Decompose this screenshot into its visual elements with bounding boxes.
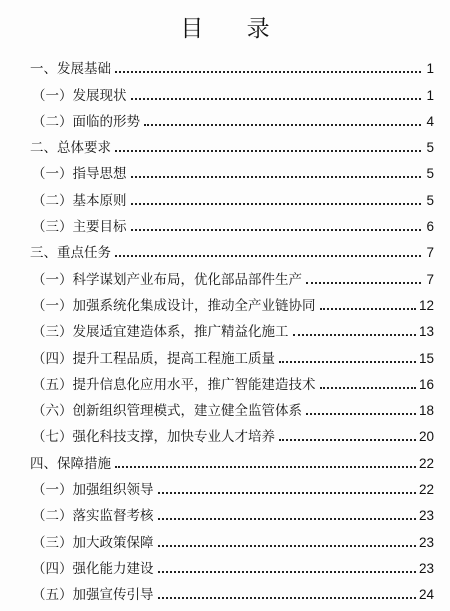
toc-page-number: 5 [426,192,434,208]
toc-dot-leader [320,387,416,389]
toc-entry-label: 四、保障措施 [30,455,111,472]
toc-entry-label: （二）基本原则 [32,192,127,209]
toc-page-number: 24 [418,587,434,603]
toc-subsection-entry[interactable] [30,289,434,315]
toc-page-number: 16 [418,376,434,392]
toc-page-number: 5 [426,166,434,182]
toc-entry-label: （一）指导思想 [32,166,127,183]
toc-subsection-entry[interactable] [30,552,434,578]
toc-dot-leader [158,545,416,547]
toc-entry-label: （四）提升工程品质，提高工程施工质量 [32,350,275,367]
toc-section-entry[interactable] [30,446,434,472]
toc-subsection-entry[interactable] [30,525,434,551]
toc-dot-leader [279,439,416,441]
toc-dot-leader [293,334,416,336]
toc-subsection-entry[interactable] [30,341,434,367]
toc-dot-leader [158,571,416,573]
toc-dot-leader [306,282,421,284]
toc-dot-leader [158,518,416,520]
toc-dot-leader [158,597,416,599]
toc-entry-label: （六）创新组织管理模式，建立健全监管体系 [32,403,302,420]
toc-page-number: 7 [426,271,434,287]
toc-dot-leader [115,255,421,257]
toc-dot-leader [131,176,422,178]
toc-dot-leader [306,413,416,415]
toc-page-number: 13 [418,324,434,340]
toc-subsection-entry[interactable] [30,473,434,499]
toc-page-number: 18 [418,403,434,419]
toc-subsection-entry[interactable] [30,183,434,209]
toc-page-number: 22 [418,482,434,498]
toc-section-entry[interactable] [30,52,434,78]
toc-page-number: 4 [426,113,434,129]
toc-subsection-entry[interactable] [30,262,434,288]
toc-page-number: 1 [426,61,434,77]
toc-dot-leader [131,98,422,100]
toc-entry-label: （二）落实监督考核 [32,508,154,525]
toc-entry-label: （四）强化能力建设 [32,560,154,577]
toc-page-number: 5 [426,140,434,156]
toc-subsection-entry[interactable] [30,315,434,341]
toc-subsection-entry[interactable] [30,368,434,394]
toc-subsection-entry[interactable] [30,394,434,420]
toc-entry-label: 三、重点任务 [30,245,111,262]
table-of-contents [30,52,434,604]
toc-page-number: 23 [418,534,434,550]
page-title: 目 录 [180,16,288,42]
toc-subsection-entry[interactable] [30,157,434,183]
toc-entry-label: 二、总体要求 [30,140,111,157]
toc-page-number: 12 [418,297,434,313]
toc-dot-leader [158,492,416,494]
toc-subsection-entry[interactable] [30,499,434,525]
toc-page-number: 6 [426,219,434,235]
toc-entry-label: （一）加强组织领导 [32,482,154,499]
toc-dot-leader [115,466,416,468]
toc-dot-leader [131,229,422,231]
toc-dot-leader [144,124,421,126]
toc-section-entry[interactable] [30,236,434,262]
toc-subsection-entry[interactable] [30,210,434,236]
toc-entry-label: （二）面临的形势 [32,113,140,130]
toc-dot-leader [279,361,416,363]
toc-entry-label: （五）提升信息化应用水平，推广智能建造技术 [32,376,316,393]
toc-page-number: 20 [418,429,434,445]
toc-dot-leader [131,203,422,205]
toc-entry-label: （一）加强系统化集成设计，推动全产业链协同 [32,297,316,314]
toc-subsection-entry[interactable] [30,578,434,604]
toc-entry-label: （三）主要目标 [32,219,127,236]
toc-page-number: 23 [418,560,434,576]
toc-page-number: 1 [426,87,434,103]
toc-page-number: 22 [418,455,434,471]
toc-page-number: 15 [418,350,434,366]
toc-entry-label: （三）加大政策保障 [32,534,154,551]
toc-entry-label: （三）发展适宜建造体系，推广精益化施工 [32,324,289,341]
toc-subsection-entry[interactable] [30,420,434,446]
toc-page-number: 7 [426,245,434,261]
toc-entry-label: （一）科学谋划产业布局，优化部品部件生产 [32,271,302,288]
toc-entry-label: （一）发展现状 [32,87,127,104]
toc-subsection-entry[interactable] [30,105,434,131]
toc-dot-leader [320,308,416,310]
toc-section-entry[interactable] [30,131,434,157]
toc-entry-label: 一、发展基础 [30,61,111,78]
toc-dot-leader [115,150,421,152]
toc-entry-label: （七）强化科技支撑，加快专业人才培养 [32,429,275,446]
toc-dot-leader [115,71,421,73]
toc-subsection-entry[interactable] [30,78,434,104]
toc-entry-label: （五）加强宣传引导 [32,587,154,604]
toc-page-number: 23 [418,508,434,524]
